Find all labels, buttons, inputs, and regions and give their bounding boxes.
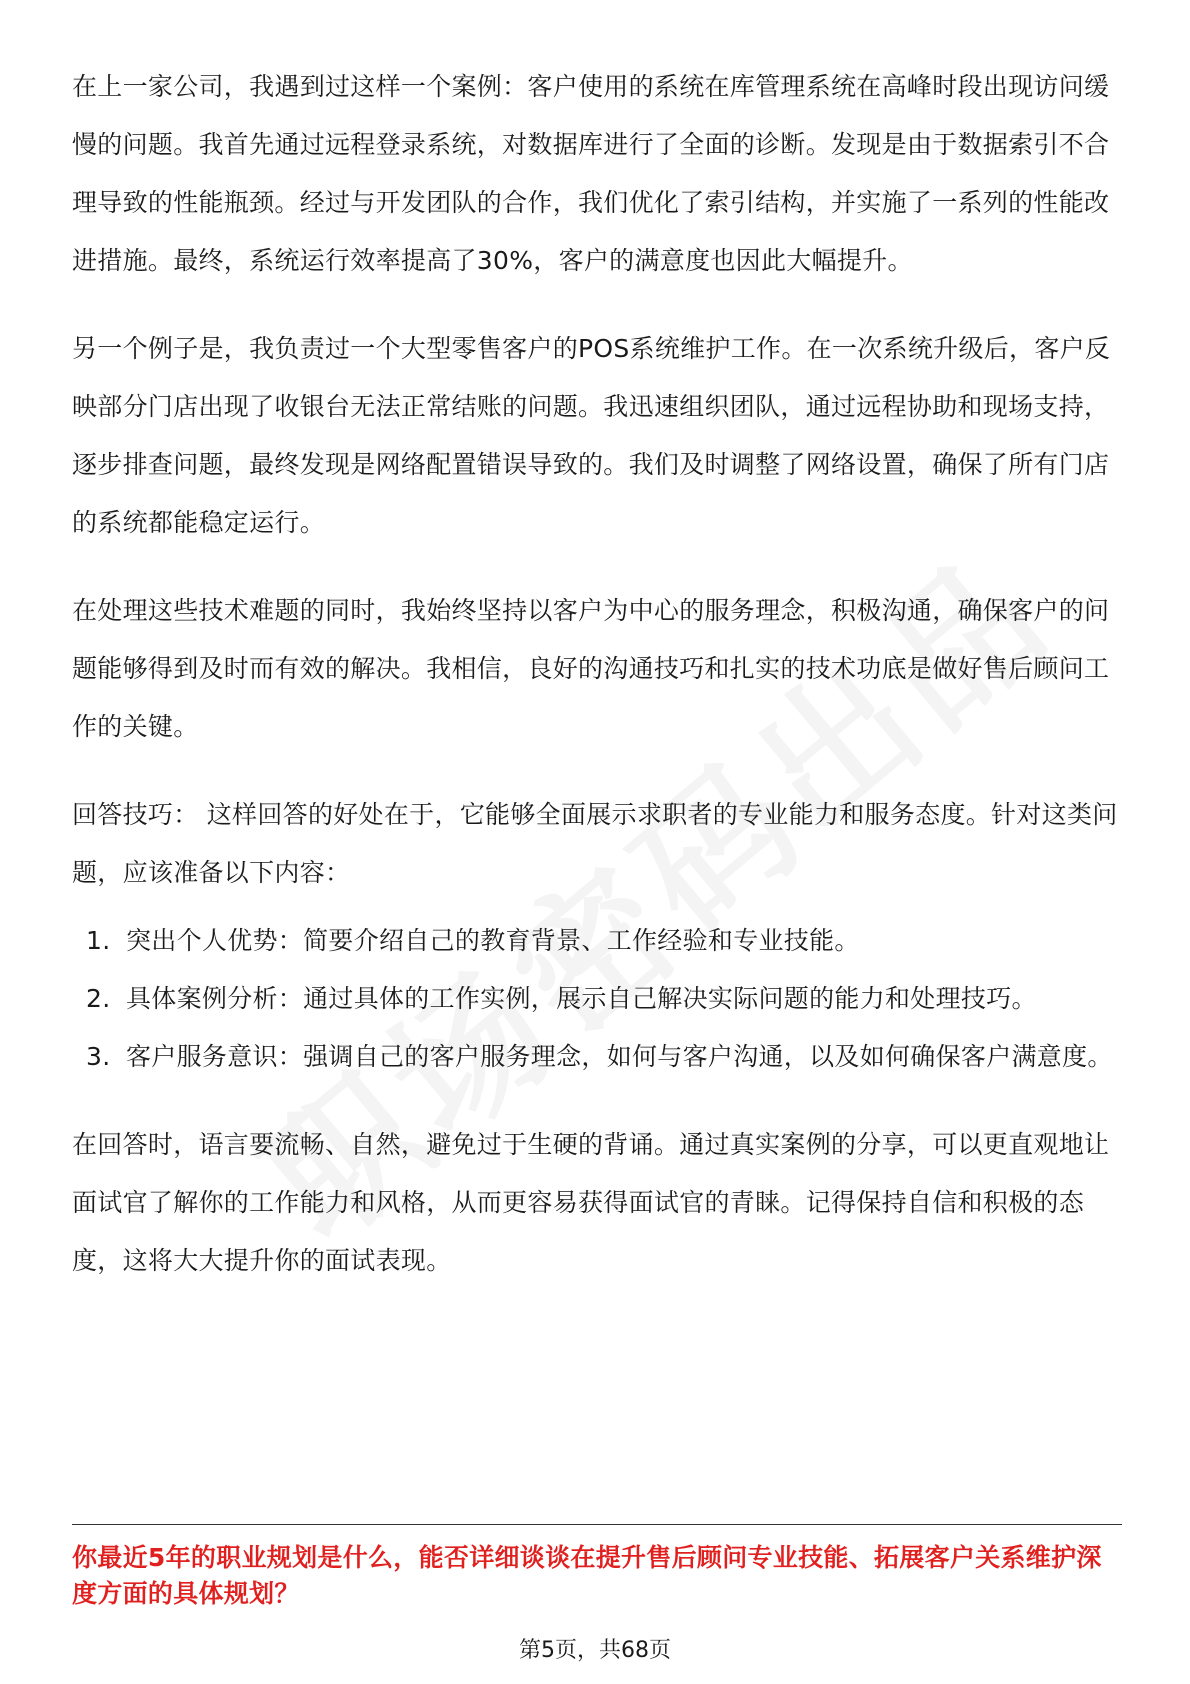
list-item xyxy=(72,1028,1122,1086)
paragraph-closing: 在回答时，语言要流畅、自然，避免过于生硬的背诵。通过真实案例的分享，可以更直观地让面试官了解你的工作能力和风格，从而更容易获得面试官的青睐。记得保持自信和积极的态度，这将大大提升你的面试表现。 xyxy=(72,1130,1110,1275)
list-item xyxy=(72,970,1122,1028)
tips-list xyxy=(72,912,1122,1086)
section-divider xyxy=(72,1524,1122,1525)
paragraph-case-two: 另一个例子是，我负责过一个大型零售客户的POS系统维护工作。在一次系统升级后，客户反映部分门店出现了收银台无法正常结账的问题。我迅速组织团队，通过远程协助和现场支持，逐步排查问题，最终发现是网络配置错误导致的。我们及时调整了网络设置，确保了所有门店的系统都能稳定运行。 xyxy=(72,334,1111,537)
page-content xyxy=(72,58,1122,1320)
list-item-number: 1. xyxy=(86,926,111,955)
list-item-text: 具体案例分析：通过具体的工作实例，展示自己解决实际问题的能力和处理技巧。 xyxy=(126,984,1037,1013)
list-item xyxy=(72,912,1122,970)
paragraph-answer-tips: 回答技巧： 这样回答的好处在于，它能够全面展示求职者的专业能力和服务态度。针对这类问题，应该准备以下内容： xyxy=(72,800,1118,887)
list-item-number: 2. xyxy=(86,984,111,1013)
list-item-text: 客户服务意识：强调自己的客户服务理念，如何与客户沟通，以及如何确保客户满意度。 xyxy=(126,1042,1113,1071)
list-item-number: 3. xyxy=(86,1042,111,1071)
paragraph-case-one: 在上一家公司，我遇到过这样一个案例：客户使用的系统在库管理系统在高峰时段出现访问缓慢的问题。我首先通过远程登录系统，对数据库进行了全面的诊断。发现是由于数据索引不合理导致的性能瓶颈。经过与开发团队的合作，我们优化了索引结构，并实施了一系列的性能改进措施。最终，系统运行效率提高了30%，客户的满意度也因此大幅提升。 xyxy=(72,72,1110,275)
paragraph-service-philosophy: 在处理这些技术难题的同时，我始终坚持以客户为中心的服务理念，积极沟通，确保客户的问题能够得到及时而有效的解决。我相信，良好的沟通技巧和扎实的技术功底是做好售后顾问工作的关键。 xyxy=(72,596,1110,741)
interview-question: 你最近5年的职业规划是什么，能否详细谈谈在提升售后顾问专业技能、拓展客户关系维护深度方面的具体规划？ xyxy=(72,1543,1102,1608)
page-number-footer: 第5页，共68页 xyxy=(519,1638,671,1663)
list-item-text: 突出个人优势：简要介绍自己的教育背景、工作经验和专业技能。 xyxy=(126,926,860,955)
